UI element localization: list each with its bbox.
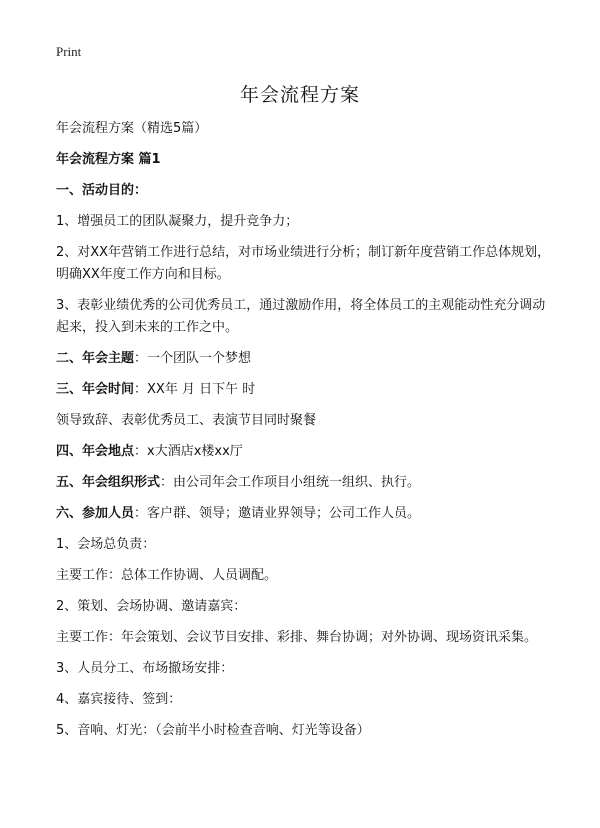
section-heading: 年会流程方案 篇1 — [56, 152, 161, 167]
purpose-heading: 一、活动目的： — [56, 183, 148, 198]
role-item-5: 5、音响、灯光：（会前半小时检查音响、灯光等设备） — [56, 723, 370, 738]
venue-label: 四、年会地点 — [56, 444, 135, 459]
organization-value: ：由公司年会工作项目小组统一组织、执行。 — [160, 475, 421, 490]
document-body — [56, 118, 556, 751]
attendees-line — [56, 503, 556, 525]
attendees-label: 六、参加人员 — [56, 506, 135, 521]
theme-value: ：一个团队一个梦想 — [134, 351, 252, 366]
role-item-1-work: 主要工作：总体工作协调、人员调配。 — [56, 568, 278, 583]
role-item-2-work: 主要工作：年会策划、会议节目安排、彩排、舞台协调；对外协调、现场资讯采集。 — [56, 630, 538, 645]
document-title: 年会流程方案 — [239, 84, 360, 106]
role-item-4: 4、嘉宾接待、签到： — [56, 692, 182, 707]
theme-label: 二、年会主题 — [56, 351, 135, 366]
theme-line — [56, 348, 556, 370]
role-item-3: 3、人员分工、布场撤场安排： — [56, 661, 234, 676]
purpose-item-3: 3、表彰业绩优秀的公司优秀员工，通过激励作用，将全体员工的主观能动性充分调动起来，投入到未来的工作之中。 — [56, 298, 546, 335]
organization-label: 五、年会组织形式 — [56, 475, 161, 490]
document-subtitle: 年会流程方案（精选5篇） — [56, 121, 208, 136]
venue-value: ：x大酒店x楼xx厅 — [134, 444, 243, 459]
time-label: 三、年会时间 — [56, 382, 135, 397]
role-item-1: 1、会场总负责： — [56, 537, 156, 552]
role-item-2: 2、策划、会场协调、邀请嘉宾： — [56, 599, 247, 614]
venue-line — [56, 441, 556, 463]
print-label: Print — [56, 44, 82, 59]
organization-line — [56, 472, 556, 494]
time-line — [56, 379, 556, 401]
purpose-item-2: 2、对XX年营销工作进行总结，对市场业绩进行分析；制订新年度营销工作总体规划，明确XX年度工作方向和目标。 — [56, 245, 551, 282]
purpose-item-1: 1、增强员工的团队凝聚力，提升竞争力； — [56, 214, 299, 229]
attendees-value: ：客户群、领导；邀请业界领导；公司工作人员。 — [134, 506, 421, 521]
time-note: 领导致辞、表彰优秀员工、表演节目同时聚餐 — [56, 413, 317, 428]
time-value: ：XX年 月 日下午 时 — [134, 382, 256, 397]
